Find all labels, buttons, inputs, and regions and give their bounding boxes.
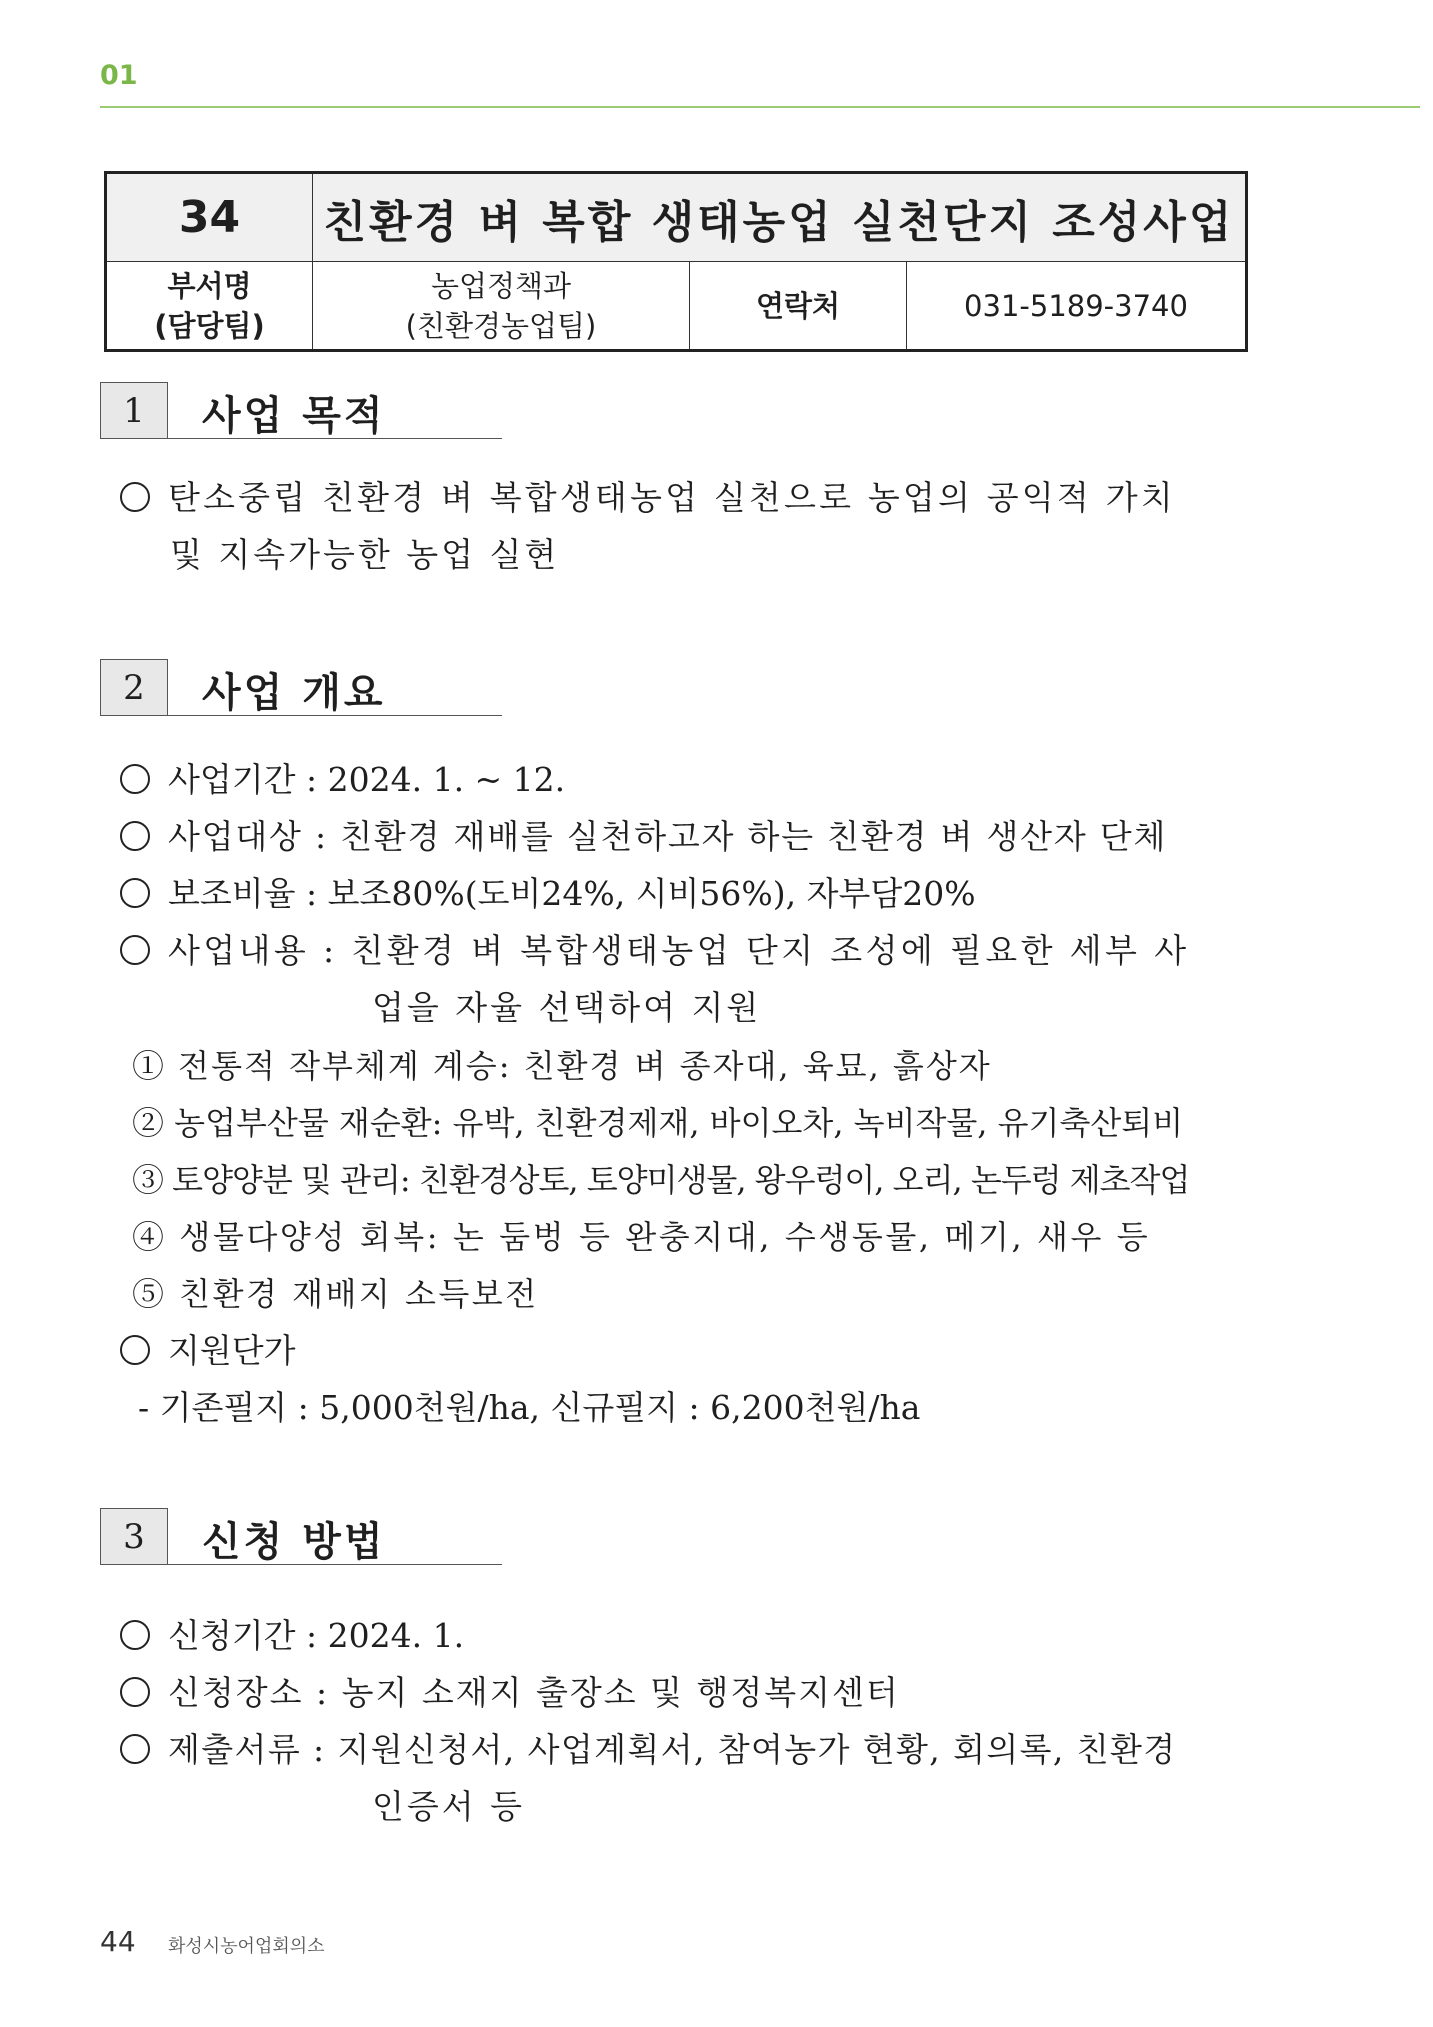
circle-bullet-icon — [120, 1620, 150, 1650]
project-number: 34 — [106, 173, 313, 262]
dept-value-line1: 농업정책과 — [430, 268, 572, 303]
circle-bullet-icon — [120, 764, 150, 794]
project-info-table — [104, 171, 1248, 352]
circle-bullet-icon — [120, 1734, 150, 1764]
dept-label-line1: 부서명 — [167, 268, 252, 303]
dept-value-line2: (친환경농업팀) — [405, 308, 597, 343]
footer-organization: 화성시농어업회의소 — [168, 1936, 325, 1957]
list-item-continuation: 인증서 등 — [372, 1787, 526, 1826]
numbered-item: ⑤ 친환경 재배지 소득보전 — [132, 1275, 539, 1313]
section-2-title: 사업 개요 — [202, 670, 386, 716]
numbered-item: ① 전통적 작부체계 계승: 친환경 벼 종자대, 육묘, 흙상자 — [132, 1047, 992, 1085]
section-1-number: 1 — [100, 382, 168, 438]
section-1-header — [100, 382, 502, 439]
list-item: 사업대상 : 친환경 재배를 실천하고자 하는 친환경 벼 생산자 단체 — [120, 817, 1167, 857]
contact-label: 연락처 — [690, 262, 907, 351]
circle-bullet-icon — [120, 935, 150, 965]
list-item-continuation: 업을 자율 선택하여 지원 — [372, 988, 762, 1027]
contact-value: 031-5189-3740 — [907, 262, 1247, 351]
list-item: 사업기간 : 2024. 1. ~ 12. — [120, 760, 565, 800]
list-item: 사업내용 : 친환경 벼 복합생태농업 단지 조성에 필요한 세부 사 — [120, 931, 1189, 971]
circle-bullet-icon — [120, 1677, 150, 1707]
dept-value — [313, 262, 690, 351]
project-title: 친환경 벼 복합 생태농업 실천단지 조성사업 — [313, 173, 1247, 262]
dept-label — [106, 262, 313, 351]
numbered-item: ④ 생물다양성 회복: 논 둠벙 등 완충지대, 수생동물, 메기, 새우 등 — [132, 1218, 1151, 1256]
chapter-number: 01 — [100, 60, 138, 91]
circle-bullet-icon — [120, 821, 150, 851]
page-number: 44 — [100, 1925, 136, 1958]
circle-bullet-icon — [120, 1335, 150, 1365]
circle-bullet-icon — [120, 878, 150, 908]
list-item: 신청장소 : 농지 소재지 출장소 및 행정복지센터 — [120, 1673, 900, 1713]
section-1-title: 사업 목적 — [202, 393, 386, 439]
list-item: 탄소중립 친환경 벼 복합생태농업 실천으로 농업의 공익적 가치 — [120, 478, 1176, 518]
circle-bullet-icon — [120, 482, 150, 512]
numbered-item: ② 농업부산물 재순환: 유박, 친환경제재, 바이오차, 녹비작물, 유기축산퇴비 — [132, 1104, 1184, 1142]
list-item: 보조비율 : 보조80%(도비24%, 시비56%), 자부담20% — [120, 874, 976, 914]
section-3-title: 신청 방법 — [202, 1519, 386, 1565]
section-3-number: 3 — [100, 1508, 168, 1564]
list-item: 제출서류 : 지원신청서, 사업계획서, 참여농가 현황, 회의록, 친환경 — [120, 1730, 1177, 1770]
dash-item: - 기존필지 : 5,000천원/ha, 신규필지 : 6,200천원/ha — [138, 1388, 921, 1427]
numbered-item: ③ 토양양분 및 관리: 친환경상토, 토양미생물, 왕우렁이, 오리, 논두렁 제초작업 — [132, 1161, 1190, 1199]
dept-label-line2: (담당팀) — [154, 308, 265, 343]
section-2-number: 2 — [100, 659, 168, 715]
section-2-header — [100, 659, 502, 716]
list-item-continuation: 및 지속가능한 농업 실현 — [170, 535, 560, 574]
chapter-divider — [100, 106, 1420, 108]
section-3-header — [100, 1508, 502, 1565]
list-item: 지원단가 — [120, 1331, 296, 1371]
list-item: 신청기간 : 2024. 1. — [120, 1616, 464, 1656]
